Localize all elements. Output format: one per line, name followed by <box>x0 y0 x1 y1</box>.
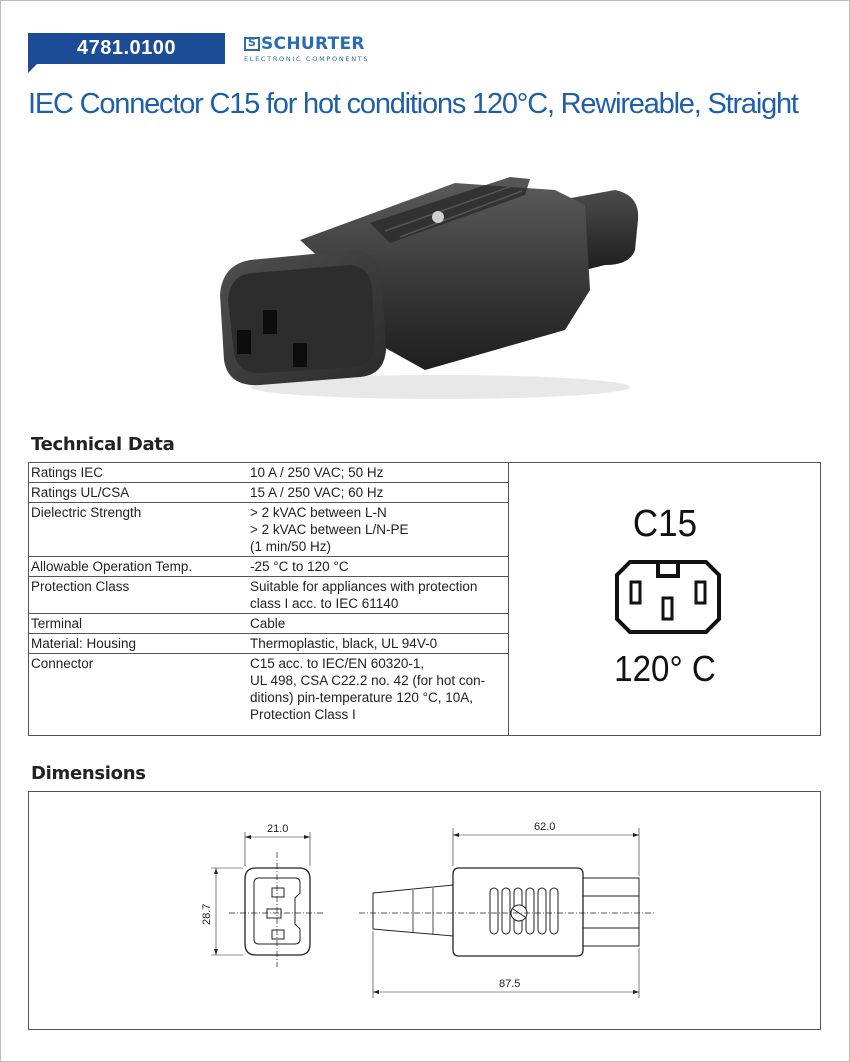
row-value-line: Cable <box>250 616 286 631</box>
table-row <box>29 634 509 654</box>
technical-data-table <box>29 463 509 724</box>
row-value-line: 10 A / 250 VAC; 50 Hz <box>250 465 384 480</box>
row-value-line: Thermoplastic, black, UL 94V-0 <box>250 636 438 651</box>
dimensions-box <box>28 791 821 1030</box>
total-length-label: 87.5 <box>499 978 521 990</box>
body-length-label: 62.0 <box>534 821 556 833</box>
row-label: Terminal <box>29 614 239 634</box>
table-row <box>29 557 509 577</box>
table-row <box>29 614 509 634</box>
part-number-tag: 4781.0100 <box>28 33 225 64</box>
table-row <box>29 483 509 503</box>
table-row <box>29 463 509 483</box>
table-row <box>29 503 509 557</box>
row-label: Material: Housing <box>29 634 239 654</box>
row-value <box>239 634 509 654</box>
row-value-line: (1 min/50 Hz) <box>250 539 332 554</box>
part-number-tag-tail <box>28 64 37 73</box>
row-label: Ratings IEC <box>29 463 239 483</box>
front-width-label: 21.0 <box>267 823 289 835</box>
table-row <box>29 577 509 614</box>
schurter-logo <box>244 35 384 67</box>
front-view <box>211 832 324 967</box>
technical-data-heading: Technical Data <box>31 434 175 455</box>
product-photo <box>210 165 650 415</box>
row-value-line: C15 acc. to IEC/EN 60320-1, <box>250 656 425 671</box>
row-value-line: Suitable for appliances with protection <box>250 579 478 594</box>
row-value <box>239 654 509 725</box>
row-value-line: -25 °C to 120 °C <box>250 559 349 574</box>
technical-data-box <box>28 462 821 736</box>
front-height-label: 28.7 <box>201 903 213 925</box>
logo-mark-letter: S <box>248 36 256 49</box>
row-value-line: Protection Class I <box>250 707 356 722</box>
logo-name: SCHURTER <box>261 34 365 54</box>
row-label: Dielectric Strength <box>29 503 239 557</box>
row-label: Ratings UL/CSA <box>29 483 239 503</box>
side-view <box>359 828 654 998</box>
row-value-line: UL 498, CSA C22.2 no. 42 (for hot con- <box>250 673 486 688</box>
c15-temperature: 120° C <box>614 648 716 689</box>
page-title: IEC Connector C15 for hot conditions 120°C, Rewireable, Straight <box>28 88 798 120</box>
row-value-line: > 2 kVAC between L-N <box>250 505 387 520</box>
row-value-line: > 2 kVAC between L/N-PE <box>250 522 409 537</box>
row-value <box>239 557 509 577</box>
row-value-line: 15 A / 250 VAC; 60 Hz <box>250 485 384 500</box>
row-value <box>239 503 509 557</box>
table-row <box>29 654 509 725</box>
row-value <box>239 577 509 614</box>
c15-label: C15 <box>632 503 698 545</box>
row-value-line: ditions) pin-temperature 120 °C, 10A, <box>250 690 474 705</box>
row-value-line: class I acc. to IEC 61140 <box>250 596 399 611</box>
row-label: Allowable Operation Temp. <box>29 557 239 577</box>
logo-mark-icon <box>244 37 260 51</box>
row-value <box>239 463 509 483</box>
row-label: Protection Class <box>29 577 239 614</box>
c15-socket-symbol-icon <box>614 559 722 635</box>
row-label: Connector <box>31 656 94 671</box>
logo-tagline: ELECTRONIC COMPONENTS <box>244 55 370 63</box>
row-value <box>239 614 509 634</box>
row-value <box>239 483 509 503</box>
c15-symbol-panel <box>509 463 821 735</box>
dimension-drawing <box>29 792 822 1031</box>
dimensions-heading: Dimensions <box>31 763 146 784</box>
